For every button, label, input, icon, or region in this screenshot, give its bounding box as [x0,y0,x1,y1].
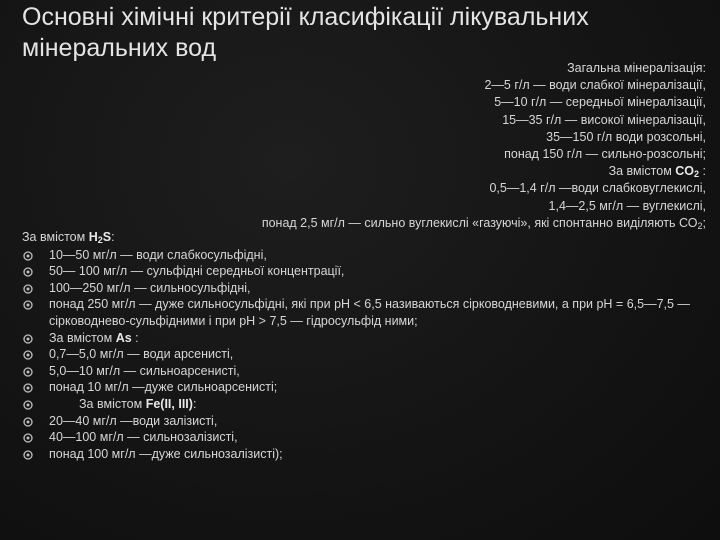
list-item: 100—250 мг/л — сильносульфідні, [22,280,712,297]
circle-bullet-icon [23,251,33,261]
mineralization-line: 5—10 г/л — середньої мінералізації, [494,95,706,110]
circle-bullet-icon [23,417,33,427]
co2-line: 1,4—2,5 мг/л — вуглекислі, [548,198,706,213]
mineralization-line: 2—5 г/л — води слабкої мінералізації, [484,78,706,93]
fe-formula: Fe(II, III) [145,396,193,411]
circle-bullet-icon [23,367,33,377]
circle-bullet-icon [23,383,33,393]
list-item: 50— 100 мг/л — сульфідні середньої концентрації, [22,263,712,280]
list-item: понад 100 мг/л —дуже сильнозалізисті); [22,446,712,463]
list-item-fe-heading: За вмістом Fe(II, III): [22,396,712,413]
circle-bullet-icon [23,284,33,294]
list-item: 5,0—10 мг/л — сильноарсенисті, [22,363,712,380]
circle-bullet-icon [23,300,33,310]
h2s-formula: $H_2S$ [88,230,112,245]
mineralization-line: понад 150 г/л — сильно-розсольні; [504,147,706,162]
co2-line: понад 2,5 мг/л — сильно вуглекислі «газуючі», які спонтанно виділяють $СО_2$; [261,215,706,231]
mineralization-line: 15—35 г/л — високої мінералізації, [502,112,706,127]
circle-bullet-icon [23,334,33,344]
mineralization-line: 35—150 г/л води розсольні, [546,129,706,144]
co2-heading: За вмістом $CO_2$ : [608,164,706,180]
h2s-heading: За вмістом $H_2S$: [22,230,115,245]
h2s-block [22,229,712,462]
slide-title: Основні хімічні критерії класифікації лікувальних мінеральних вод [22,3,589,62]
list-item: 10—50 мг/л — води слабкосульфідні, [22,247,712,264]
list-item-as-heading: За вмістом As : [22,330,712,347]
list-item: понад 250 мг/л — дуже сильносульфідні, які при рН < 6,5 називаються сірководневими, а при рН = 6,5—7,5 — сірководнево-сульфідними і при рН > 7,5 — гідросульфід ними; [22,296,712,329]
circle-bullet-icon [23,400,33,410]
circle-bullet-icon [23,433,33,443]
list-item: 20—40 мг/л —води залізисті, [22,413,712,430]
list-item: понад 10 мг/л —дуже сильноарсенисті; [22,379,712,396]
co2-formula: $CO_2$ [675,164,700,180]
as-formula: As [115,330,132,345]
mineralization-block [262,60,706,232]
circle-bullet-icon [23,450,33,460]
list-item: 40—100 мг/л — сильнозалізисті, [22,429,712,446]
mineralization-heading: Загальна мінералізація: [567,61,706,75]
co2-line: 0,5—1,4 г/л —води слабковуглекислі, [489,181,706,196]
circle-bullet-icon [23,350,33,360]
list-item: 0,7—5,0 мг/л — води арсенисті, [22,346,712,363]
circle-bullet-icon [23,267,33,277]
